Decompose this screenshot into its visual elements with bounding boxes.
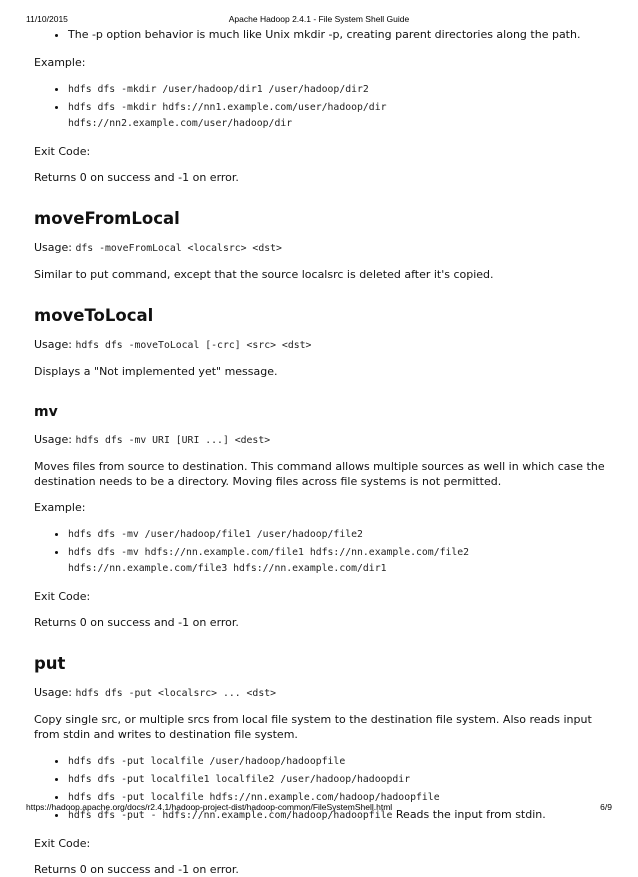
document-content (34, 27, 608, 877)
page-number: 6/9 (600, 802, 612, 812)
exit-code-text: Returns 0 on success and -1 on error. (34, 171, 239, 184)
usage-line (34, 432, 608, 448)
mv-examples-list (34, 526, 608, 576)
section-heading-mv: mv (34, 404, 58, 420)
list-item (68, 99, 608, 131)
usage-code: dfs -moveFromLocal <localsrc> <dst> (75, 243, 282, 254)
exit-code-text: Returns 0 on success and -1 on error. (34, 616, 239, 629)
print-date: 11/10/2015 (26, 14, 68, 24)
usage-label: Usage: (34, 686, 72, 699)
section-heading-movefromlocal: moveFromLocal (34, 209, 180, 228)
code-snippet: hdfs dfs -put localfile /user/hadoop/hadoopfile (68, 756, 346, 767)
usage-label: Usage: (34, 433, 72, 446)
print-footer (26, 802, 612, 816)
exit-code-text: Returns 0 on success and -1 on error. (34, 863, 239, 876)
print-title: Apache Hadoop 2.4.1 - File System Shell Guide (228, 14, 410, 24)
list-item: • The -p option behavior is much like Unix mkdir -p, creating parent directories along the path. (68, 27, 608, 42)
usage-line (34, 685, 608, 701)
list-item-note: Reads the input from stdin. (392, 808, 546, 821)
code-snippet: hdfs dfs -mv /user/hadoop/file1 /user/hadoop/file2 (68, 529, 363, 540)
section-description: Copy single src, or multiple srcs from local file system to the destination file system. Also reads input from stdin and writes to destination file system. (34, 713, 592, 741)
section-description: Moves files from source to destination. This command allows multiple sources as well in which case the destination needs to be a directory. Moving files across file systems is not permitted. (34, 460, 605, 488)
usage-code: hdfs dfs -mv URI [URI ...] <dest> (75, 435, 271, 446)
exit-code-label: Exit Code: (34, 837, 91, 850)
section-description: Similar to put command, except that the source localsrc is deleted after it's copied. (34, 268, 494, 281)
code-snippet: hdfs dfs -mkdir hdfs://nn1.example.com/user/hadoop/dir hdfs://nn2.example.com/user/hadoop/dir (68, 102, 387, 129)
usage-code: hdfs dfs -put <localsrc> ... <dst> (75, 688, 277, 699)
code-snippet: hdfs dfs -put localfile hdfs://nn.example.com/hadoop/hadoopfile (68, 792, 440, 803)
print-url: https://hadoop.apache.org/docs/r2.4.1/hadoop-project-dist/hadoop-common/FileSystemShell.html (26, 802, 393, 812)
example-label: Example: (34, 56, 86, 69)
exit-code-label: Exit Code: (34, 145, 91, 158)
code-snippet: hdfs dfs -put - hdfs://nn.example.com/hadoop/hadoopfile (68, 810, 393, 821)
section-description: Displays a "Not implemented yet" message. (34, 365, 278, 378)
list-item (68, 81, 608, 97)
usage-line (34, 240, 608, 256)
usage-label: Usage: (34, 338, 72, 351)
exit-code-label: Exit Code: (34, 590, 91, 603)
usage-label: Usage: (34, 241, 72, 254)
print-header (26, 14, 612, 28)
section-heading-put: put (34, 654, 66, 673)
code-snippet: hdfs dfs -mkdir /user/hadoop/dir1 /user/hadoop/dir2 (68, 84, 369, 95)
list-item (68, 526, 608, 542)
mkdir-notes-list (34, 27, 608, 42)
list-item (68, 753, 608, 769)
list-item (68, 771, 608, 787)
list-item (68, 544, 608, 576)
code-snippet: hdfs dfs -mv hdfs://nn.example.com/file1 hdfs://nn.example.com/file2 hdfs://nn.example.com/file3 hdfs://nn.example.com/dir1 (68, 547, 470, 574)
example-label: Example: (34, 501, 86, 514)
section-heading-movetolocal: moveToLocal (34, 306, 154, 325)
mkdir-examples-list (34, 81, 608, 131)
usage-line (34, 337, 608, 353)
code-snippet: hdfs dfs -put localfile1 localfile2 /user/hadoop/hadoopdir (68, 774, 411, 785)
usage-code: hdfs dfs -moveToLocal [-crc] <src> <dst> (75, 340, 312, 351)
